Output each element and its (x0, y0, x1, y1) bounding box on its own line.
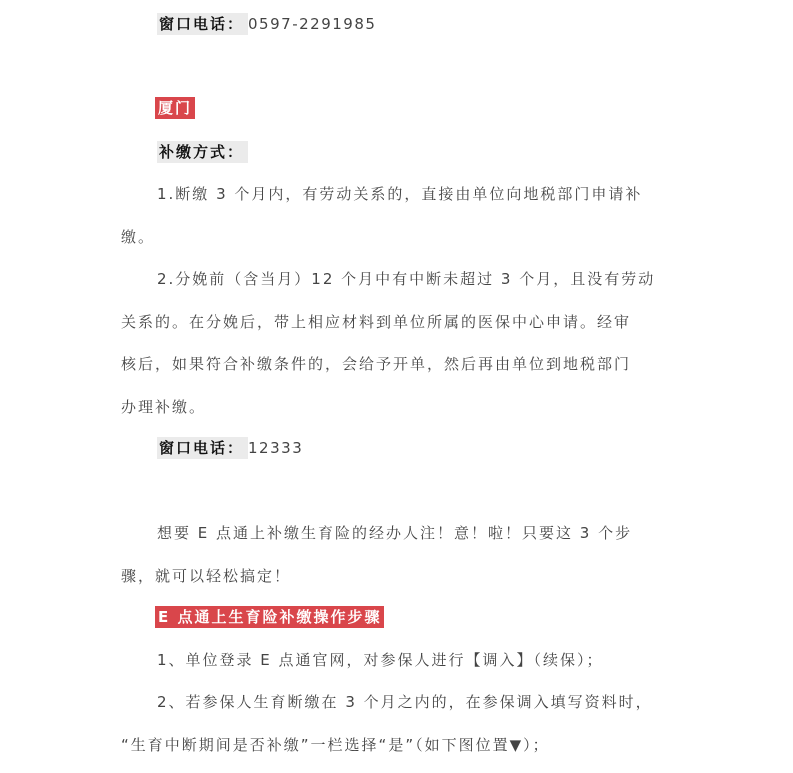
pay-method-heading (157, 141, 248, 162)
window-phone-label: 窗口电话： (157, 437, 248, 459)
window-phone-value: 0597-2291985 (248, 15, 377, 33)
window-phone-label: 窗口电话： (157, 13, 248, 35)
para1-line2: 缴。 (121, 228, 156, 246)
xiamen-section-tag (155, 97, 195, 118)
step2-line1: 2、若参保人生育断缴在 3 个月之内的，在参保调入填写资料时， (157, 693, 653, 711)
steps-section-tag (155, 606, 384, 627)
window-phone-value: 12333 (248, 439, 304, 457)
xiamen-tag: 厦门 (155, 97, 195, 119)
step1: 1、单位登录 E 点通官网，对参保人进行【调入】（续保）； (157, 651, 604, 669)
pay-method-label: 补缴方式： (157, 141, 248, 163)
window-phone-1 (157, 13, 376, 34)
para2-line4: 办理补缴。 (121, 398, 207, 416)
step2-line2: “生育中断期间是否补缴”一栏选择“是”（如下图位置▼）； (121, 736, 550, 754)
notice-line1: 想要 E 点通上补缴生育险的经办人注！意！啦！只要这 3 个步 (157, 524, 633, 542)
para1-line1: 1.断缴 3 个月内，有劳动关系的，直接由单位向地税部门申请补 (157, 185, 643, 203)
para2-line2: 关系的。在分娩后，带上相应材料到单位所属的医保中心申请。经审 (121, 313, 632, 331)
para2-line3: 核后，如果符合补缴条件的，会给予开单，然后再由单位到地税部门 (121, 355, 632, 373)
notice-line2: 骤，就可以轻松搞定！ (121, 567, 292, 585)
para2-line1: 2.分娩前（含当月）12 个月中有中断未超过 3 个月，且没有劳动 (157, 270, 656, 288)
window-phone-2 (157, 437, 303, 458)
steps-tag: E 点通上生育险补缴操作步骤 (155, 606, 384, 628)
